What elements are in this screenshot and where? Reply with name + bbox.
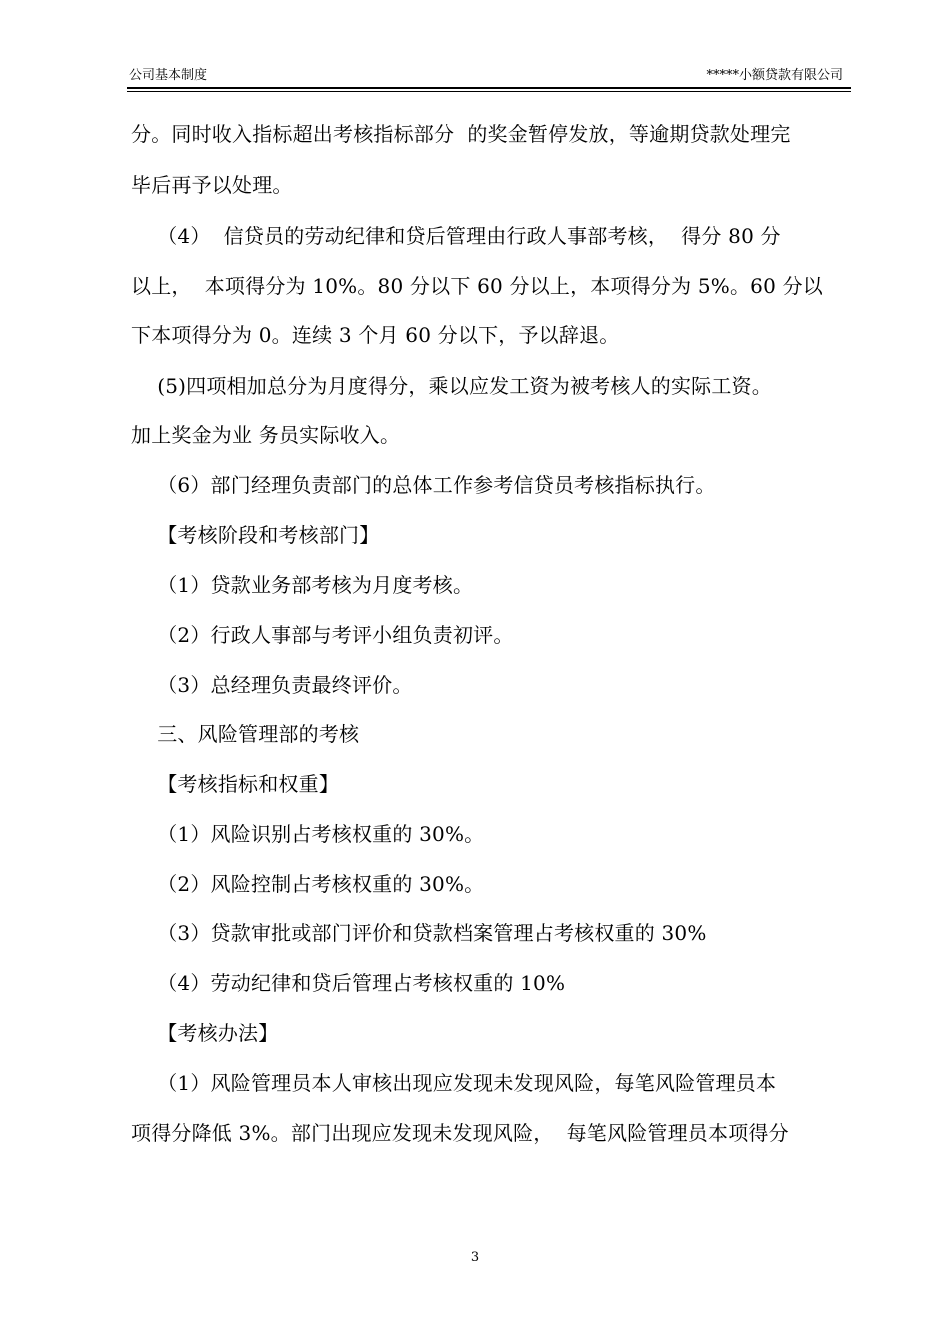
body-line: （3）贷款审批或部门评价和贷款档案管理占考核权重的 30%: [131, 921, 707, 945]
header-rule-thin: [127, 91, 851, 92]
section-heading: 三、风险管理部的考核: [131, 722, 360, 746]
body-line: 以上， 本项得分为 10%。80 分以下 60 分以上，本项得分为 5%。60 分以: [131, 274, 823, 298]
body-line: （4）劳动纪律和贷后管理占考核权重的 10%: [131, 971, 566, 995]
header-rule-thick: [127, 87, 851, 89]
body-line: （1）风险管理员本人审核出现应发现未发现风险，每笔风险管理员本: [131, 1071, 777, 1095]
body-line: （3）总经理负责最终评价。: [131, 673, 413, 697]
section-heading: 【考核指标和权重】: [131, 772, 340, 796]
body-line: 加上奖金为业 务员实际收入。: [131, 423, 401, 447]
body-line: （1）风险识别占考核权重的 30%。: [131, 822, 485, 846]
body-line: （6）部门经理负责部门的总体工作参考信贷员考核指标执行。: [131, 473, 716, 497]
header-left-title: 公司基本制度: [129, 68, 208, 83]
body-line: （4） 信贷员的劳动纪律和贷后管理由行政人事部考核， 得分 80 分: [131, 224, 781, 248]
section-heading: 【考核办法】: [131, 1021, 279, 1045]
header-company-name: *****小额贷款有限公司: [706, 68, 843, 83]
body-line: 毕后再予以处理。: [131, 173, 293, 197]
body-line: 分。同时收入指标超出考核指标部分 的奖金暂停发放，等逾期贷款处理完: [131, 122, 791, 146]
page-header: [127, 66, 851, 86]
body-line: （2）行政人事部与考评小组负责初评。: [131, 623, 514, 647]
body-line: (5)四项相加总分为月度得分，乘以应发工资为被考核人的实际工资。: [131, 374, 772, 398]
section-heading: 【考核阶段和考核部门】: [131, 523, 380, 547]
body-line: 下本项得分为 0。连续 3 个月 60 分以下，予以辞退。: [131, 323, 620, 347]
page-number: 3: [470, 1250, 480, 1265]
body-line: （2）风险控制占考核权重的 30%。: [131, 872, 485, 896]
body-line: （1）贷款业务部考核为月度考核。: [131, 573, 474, 597]
body-line: 项得分降低 3%。部门出现应发现未发现风险， 每笔风险管理员本项得分: [131, 1121, 789, 1145]
